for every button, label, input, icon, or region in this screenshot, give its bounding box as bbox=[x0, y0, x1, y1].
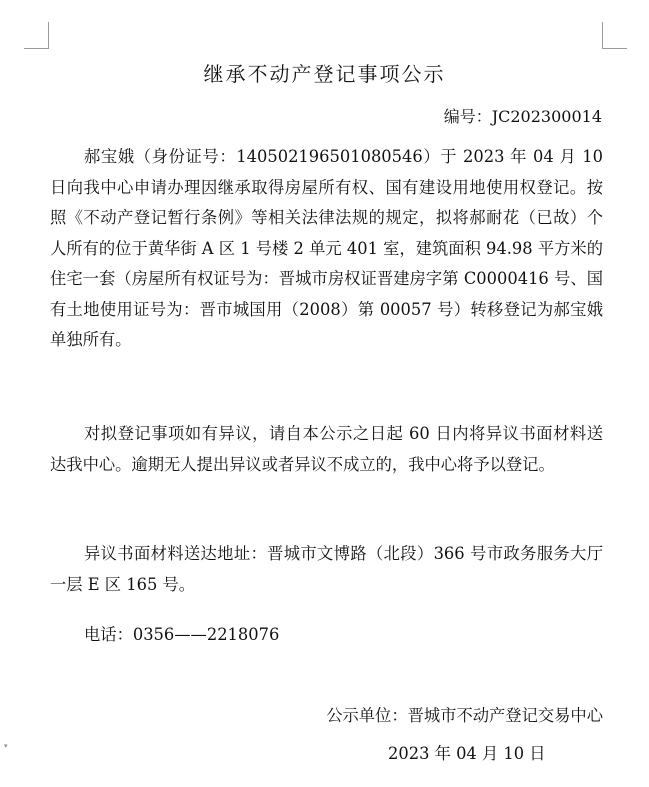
crop-mark-top-right bbox=[602, 22, 627, 49]
margin-marker-icon: ▾ bbox=[4, 742, 8, 750]
signature-unit: 公示单位：晋城市不动产登记交易中心 bbox=[326, 706, 603, 725]
paragraph-objection: 对拟登记事项如有异议，请自本公示之日起 60 日内将异议书面材料送达我中心。逾期无人提出异议或者异议不成立的，我中心将予以登记。 bbox=[50, 424, 603, 474]
paragraph-phone: 电话：0356——2218076 bbox=[84, 625, 280, 644]
paragraph-address: 异议书面材料送达地址：晋城市文博路（北段）366 号市政务服务大厅一层 E 区 165 号。 bbox=[50, 544, 603, 594]
document-title: 继承不动产登记事项公示 bbox=[203, 62, 446, 86]
signature-date: 2023 年 04 月 10 日 bbox=[388, 744, 546, 763]
crop-mark-top-left bbox=[24, 22, 49, 49]
document-number: 编号：JC202300014 bbox=[443, 107, 602, 126]
paragraph-main: 郝宝娥（身份证号：140502196501080546）于 2023 年 04 月 10 日向我中心申请办理因继承取得房屋所有权、国有建设用地使用权登记。按照《不动产登记暂行条例》等相关法律法规的规定，拟将郝耐花（已故）个人所有的位于黄华街 A 区 1 号楼 2 单元 401 室，建筑面积 94.98 平方米的住宅一套（房屋所有权证号为：晋城市房权证晋建房字第 C0000416 号、国有土地使用证号为：晋市城国用（2008）第 00057 号）转移登记为郝宝娥单独所有。 bbox=[50, 147, 603, 349]
